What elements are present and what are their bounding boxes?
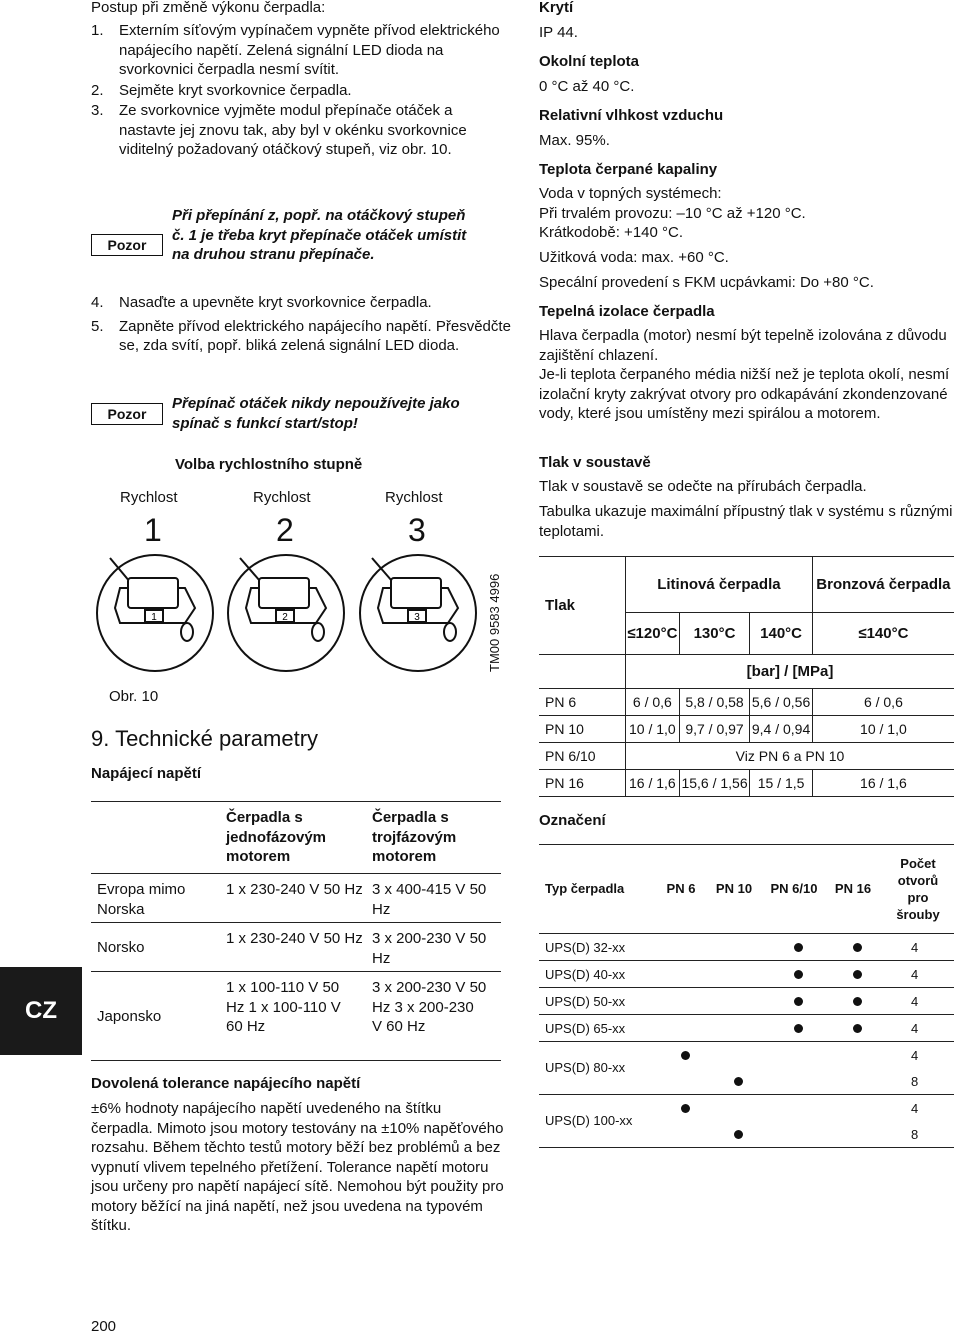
list-item — [91, 21, 511, 80]
table-row — [539, 1014, 954, 1041]
step-number: 5. — [91, 317, 104, 335]
figure-code: TM00 9583 4996 — [487, 573, 502, 672]
warning-text: Přepínač otáček nikdy nepoužívejte jako spínač s funkcí start/stop! — [172, 395, 460, 432]
table-row — [539, 987, 954, 1014]
speed-label: Rychlost — [120, 489, 178, 506]
figure-caption: Obr. 10 — [109, 688, 159, 705]
param-value: Voda v topných systémech: — [539, 185, 722, 202]
step-text: Externím síťovým vypínačem vypněte přívod elektrického napájecího napětí. Zelená signální LED dioda na svorkovnici čerpadla nesmí svítit. — [119, 22, 500, 78]
speed-module — [240, 558, 326, 641]
speed-number: 2 — [276, 512, 294, 548]
marking-rows — [539, 933, 954, 1148]
divider — [91, 1060, 501, 1061]
pump-type: UPS(D) 100-xx — [545, 1113, 633, 1128]
table-cell: PN 10 — [539, 716, 626, 743]
region-cell: Evropa mimo Norska — [97, 881, 186, 918]
list-item — [91, 293, 511, 313]
param-value: Je-li teplota čerpaného média nižší než je teplota okolí, nesmí izolační kryty zakrývat otvory pro odkapávání zkondenzované vody, které jsou umístěny mezi spirálou a motorem. — [539, 366, 950, 422]
table-cell: 6 / 0,6 — [626, 689, 680, 716]
table-row — [539, 933, 954, 960]
table-cell: 9,4 / 0,94 — [750, 716, 812, 743]
param-value: 0 °C až 40 °C. — [539, 78, 635, 95]
table-header: [bar] / [MPa] — [626, 655, 955, 689]
bolt-count: 4 — [911, 1048, 919, 1063]
param-value: Max. 95%. — [539, 132, 610, 149]
dot-marker — [681, 1051, 690, 1060]
warning-text: Při přepínání z, popř. na otáčkový stupeň č. 1 je třeba kryt přepínače otáček umístit na druhou stranu přepínače. — [172, 207, 467, 263]
table-header: 140°C — [750, 613, 812, 655]
step-number: 1. — [91, 22, 104, 39]
divider — [539, 1147, 954, 1148]
pressure-table — [539, 556, 954, 797]
dot-marker — [734, 1077, 743, 1086]
param-value: Hlava čerpadla (motor) nesmí být tepelně izolována z důvodu zajištění chlazení. — [539, 327, 947, 364]
column-header: Čerpadla s trojfázovým motorem — [372, 809, 457, 865]
table-header: 130°C — [679, 613, 750, 655]
page-number: 200 — [91, 1318, 117, 1335]
param-heading: Krytí — [539, 0, 574, 16]
table-header: ≤140°C — [812, 613, 954, 655]
table-cell: 15,6 / 1,56 — [679, 770, 750, 797]
bolt-count: 4 — [911, 994, 919, 1009]
dot-marker — [853, 997, 862, 1006]
table-cell: 6 / 0,6 — [812, 689, 954, 716]
step-number: 2. — [91, 81, 104, 99]
param-heading: Označení — [539, 812, 606, 829]
dot-marker — [794, 997, 803, 1006]
table-header: PN 6 — [666, 881, 696, 896]
list-item — [91, 101, 511, 160]
table-cell: 10 / 1,0 — [626, 716, 680, 743]
column-header: Čerpadla s jednofázovým motorem — [226, 809, 327, 865]
bolt-count: 8 — [911, 1127, 919, 1142]
table-header: Bronzová čerpadla — [812, 557, 954, 613]
marking-header-row — [539, 845, 954, 933]
table-cell: 16 / 1,6 — [626, 770, 680, 797]
divider — [91, 922, 501, 923]
dot-marker — [794, 943, 803, 952]
speed-label: Rychlost — [253, 489, 311, 506]
table-header: Počet otvorů pro šrouby — [896, 856, 940, 922]
speed-number: 3 — [408, 512, 426, 548]
param-heading: Teplota čerpané kapaliny — [539, 161, 718, 178]
dot-marker — [794, 970, 803, 979]
table-cell — [539, 655, 626, 689]
warning-label: Pozor — [91, 403, 163, 425]
step-text: Zapněte přívod elektrického napájecího napětí. Přesvědčte se, zda svítí, popř. bliká zelená signální LED dioda. — [119, 317, 511, 354]
language-tab: CZ — [0, 967, 82, 1055]
section-title: 9. Technické parametry — [91, 726, 319, 751]
bolt-count: 4 — [911, 1101, 919, 1116]
figure-title: Volba rychlostního stupně — [175, 456, 363, 473]
table-row — [539, 1094, 954, 1147]
step-text: Ze svorkovnice vyjměte modul přepínače otáček a nastavte jej znovu tak, aby byl v okénku svorkovnice viditelný požadovaný otáčkový stupeň, viz obr. 10. — [119, 102, 467, 158]
divider — [91, 801, 501, 802]
window-digit: 1 — [151, 612, 157, 623]
region-cell: Japonsko — [97, 1008, 162, 1025]
table-cell: 9,7 / 0,97 — [679, 716, 750, 743]
supply-heading: Napájecí napětí — [91, 765, 202, 782]
table-row — [539, 960, 954, 987]
warning-label: Pozor — [91, 234, 163, 256]
dot-marker — [853, 943, 862, 952]
table-cell: 10 / 1,0 — [812, 716, 954, 743]
region-cell: Norsko — [97, 939, 145, 956]
table-cell: 15 / 1,5 — [750, 770, 812, 797]
param-heading: Okolní teplota — [539, 53, 640, 70]
param-heading: Relativní vlhkost vzduchu — [539, 107, 724, 124]
voltage-cell: 1 x 230-240 V 50 Hz — [226, 930, 363, 947]
pump-type: UPS(D) 65-xx — [545, 1021, 626, 1036]
param-value: Užitková voda: max. +60 °C. — [539, 249, 729, 266]
bolt-count: 8 — [911, 1074, 919, 1089]
pump-type: UPS(D) 32-xx — [545, 940, 626, 955]
dot-marker — [853, 970, 862, 979]
bolt-count: 4 — [911, 940, 919, 955]
dot-marker — [681, 1104, 690, 1113]
step-text: Sejměte kryt svorkovnice čerpadla. — [119, 81, 352, 99]
marking-table — [539, 844, 954, 1148]
window-digit: 3 — [414, 612, 420, 623]
speed-number: 1 — [144, 512, 162, 548]
table-cell: PN 6/10 — [539, 743, 626, 770]
voltage-cell: 1 x 100-110 V 50 Hz 1 x 100-110 V 60 Hz — [226, 979, 341, 1035]
table-header: Litinová čerpadla — [626, 557, 813, 613]
list-item — [91, 317, 511, 356]
param-heading: Tepelná izolace čerpadla — [539, 303, 715, 320]
speed-label: Rychlost — [385, 489, 443, 506]
table-header: PN 16 — [834, 881, 872, 896]
step-text: Nasaďte a upevněte kryt svorkovnice čerpadla. — [119, 294, 432, 311]
table-header: Typ čerpadla — [545, 881, 625, 896]
list-item — [91, 81, 511, 101]
table-cell: 5,6 / 0,56 — [750, 689, 812, 716]
dot-marker — [734, 1130, 743, 1139]
table-cell: 5,8 / 0,58 — [679, 689, 750, 716]
intro-text: Postup při změně výkonu čerpadla: — [91, 0, 326, 16]
divider — [91, 873, 501, 874]
step-number: 4. — [91, 294, 104, 311]
pump-type: UPS(D) 80-xx — [545, 1060, 626, 1075]
voltage-cell: 3 x 200-230 V 50 Hz 3 x 200-230 V 60 Hz — [372, 979, 487, 1035]
param-value: IP 44. — [539, 24, 578, 41]
pump-type: UPS(D) 50-xx — [545, 994, 626, 1009]
table-cell: PN 16 — [539, 770, 626, 797]
param-value: Specální provedení s FKM ucpávkami: Do +80 °C. — [539, 274, 874, 291]
table-header: PN 6/10 — [770, 881, 818, 896]
bolt-count: 4 — [911, 1021, 919, 1036]
tolerance-heading: Dovolená tolerance napájecího napětí — [91, 1075, 361, 1092]
voltage-cell: 3 x 400-415 V 50 Hz — [372, 881, 487, 918]
step-number: 3. — [91, 102, 104, 119]
param-value: Tlak v soustavě se odečte na přírubách čerpadla. — [539, 478, 867, 495]
table-header: PN 10 — [715, 881, 753, 896]
steps-list-b — [91, 293, 511, 356]
window-digit: 2 — [282, 612, 288, 623]
table-cell: Viz PN 6 a PN 10 — [626, 743, 955, 770]
table-cell: PN 6 — [539, 689, 626, 716]
divider — [91, 971, 501, 972]
param-value: Krátkodobě: +140 °C. — [539, 224, 684, 241]
dot-marker — [794, 1024, 803, 1033]
table-header: ≤120°C — [626, 613, 680, 655]
voltage-cell: 3 x 200-230 V 50 Hz — [372, 930, 487, 967]
speed-module — [110, 558, 195, 641]
speed-module — [372, 558, 458, 641]
table-cell: 16 / 1,6 — [812, 770, 954, 797]
table-cell: Tlak — [539, 557, 626, 655]
param-heading: Tlak v soustavě — [539, 454, 651, 471]
table-row — [539, 1041, 954, 1094]
voltage-cell: 1 x 230-240 V 50 Hz — [226, 881, 363, 898]
dot-marker — [853, 1024, 862, 1033]
param-value: Při trvalém provozu: –10 °C až +120 °C. — [539, 205, 806, 222]
pump-type: UPS(D) 40-xx — [545, 967, 626, 982]
param-value: Tabulka ukazuje maximální přípustný tlak v systému s různými teplotami. — [539, 503, 953, 540]
steps-list-a — [91, 21, 511, 160]
speed-selector-illustration — [90, 548, 490, 678]
tolerance-text: ±6% hodnoty napájecího napětí uvedeného na štítku čerpadla. Mimoto jsou motory testovány na ±10% napěťového rozsahu. Během těchto testů motory běží bez problémů a bez vypnutí vlivem tepelného přetížení. Tolerance napětí motoru jsou určeny pro napětí napájecí sítě. Nemohou být použity pro motory běžící na jiná napětí, než jsou uvedena na typovém štítku. — [91, 1100, 504, 1234]
bolt-count: 4 — [911, 967, 919, 982]
